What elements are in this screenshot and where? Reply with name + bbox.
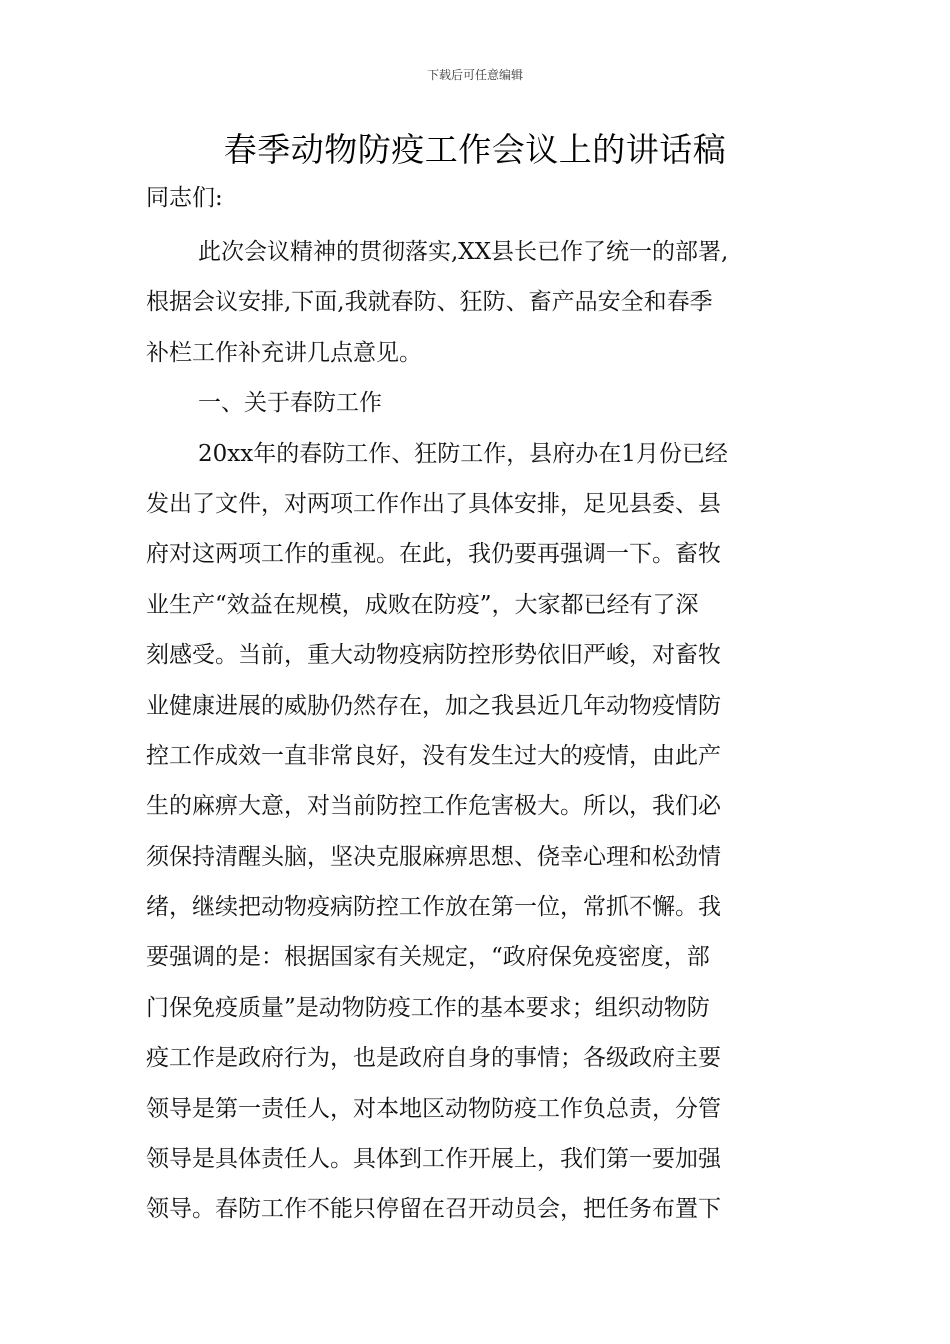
text-line: 控工作成效一直非常良好，没有发生过大的疫情，由此产 [146,742,721,769]
page-header-note: 下载后可任意编辑 [426,68,523,82]
text-line: 领导是具体责任人。具体到工作开展上，我们第一要加强 [146,1146,721,1173]
text-line: 补栏工作补充讲几点意见。 [146,339,422,366]
text-line: 此次会议精神的贯彻落实,XX县长已作了统一的部署, [198,239,729,265]
text-line: 门保免疫质量”是动物防疫工作的基本要求；组织动物防 [146,994,710,1021]
text-line: 领导是第一责任人，对本地区动物防疫工作负总责，分管 [146,1095,721,1122]
document-body [146,227,806,1235]
text-line: 须保持清醒头脑，坚决克服麻痹思想、侥幸心理和松劲情 [146,843,721,870]
document-title: 春季动物防疫工作会议上的讲话稿 [223,130,727,169]
text-line: 发出了文件，对两项工作作出了具体安排，足见县委、县 [146,490,721,517]
text-line: 20xx年的春防工作、狂防工作，县府办在1月份已经 [198,440,728,467]
text-line: 根据会议安排,下面,我就春防、狂防、畜产品安全和春季 [146,289,713,316]
salutation: 同志们: [146,185,223,211]
text-line: 要强调的是：根据国家有关规定，“政府保免疫密度，部 [146,944,710,971]
text-line: 刻感受。当前，重大动物疫病防控形势依旧严峻，对畜牧 [146,642,721,669]
text-line: 业健康进展的威胁仍然存在，加之我县近几年动物疫情防 [146,692,721,719]
text-line: 业生产“效益在规模，成败在防疫”，大家都已经有了深 [146,591,699,618]
text-line: 生的麻痹大意，对当前防控工作危害极大。所以，我们必 [146,793,721,820]
text-line: 绪，继续把动物疫病防控工作放在第一位，常抓不懈。我 [146,894,721,921]
text-line: 一、关于春防工作 [198,390,382,417]
text-line: 疫工作是政府行为，也是政府自身的事情；各级政府主要 [146,1045,721,1072]
text-line: 领导。春防工作不能只停留在召开动员会，把任务布置下 [146,1196,721,1223]
text-line: 府对这两项工作的重视。在此，我仍要再强调一下。畜牧 [146,541,721,568]
